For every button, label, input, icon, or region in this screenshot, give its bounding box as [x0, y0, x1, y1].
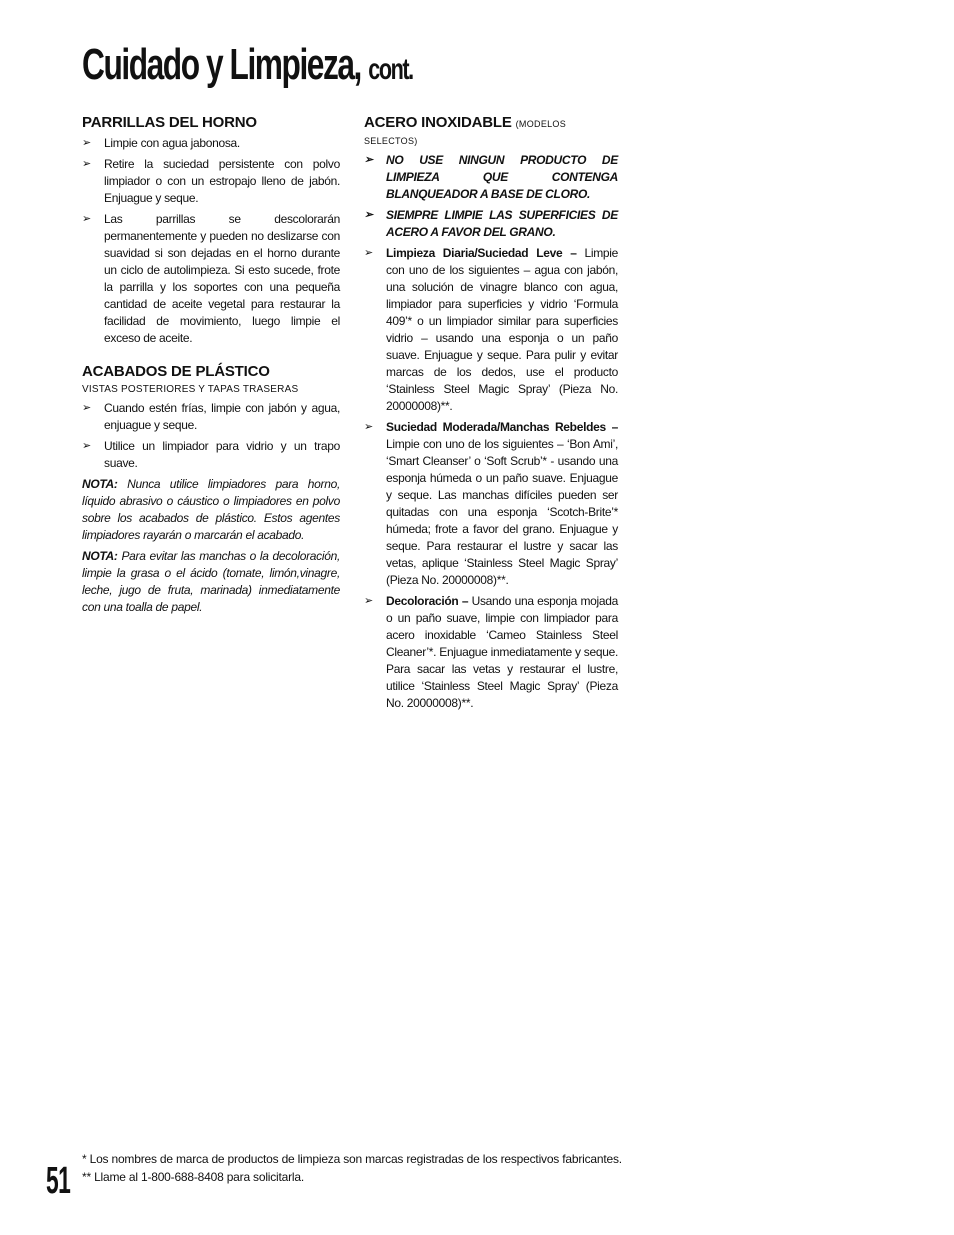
footnotes [82, 1150, 622, 1186]
note-2: NOTA: Para evitar las manchas o la decoloración, limpie la grasa o el ácido (tomate, limón,vinagre, leche, jugo de fruta, marinada) inmediatamente con una toalla de papel. [82, 549, 340, 614]
right-column [364, 114, 618, 716]
list-item: ➢ Limpieza Diaria/Suciedad Leve – Limpie con uno de los siguientes – agua con jabón, una solución de vinagre blanco con agua, limpiador para superficies y vidrio ‘Formula 409’* o un limpiador similar para superficies vidrio – usando una esponja o un paño suave. Enjuague y seque. Para pulir y evitar marcas de los dedos, use el producto ‘Stainless Steel Magic Spray’ (Pieza No. 20000008)**. [364, 246, 619, 413]
arrow-bullet-icon: ➢ [82, 158, 91, 170]
list-item: ➢ Utilice un limpiador para vidrio y un trapo suave. [82, 439, 340, 470]
arrow-bullet-icon: ➢ [82, 213, 91, 225]
list-acero [364, 152, 618, 712]
list-parrillas [82, 135, 340, 347]
list-item: ➢ Suciedad Moderada/Manchas Rebeldes – Limpie con uno de los siguientes – ‘Bon Ami’, ‘Smart Cleanser’ o ‘Soft Scrub’* - usando una esponja húmeda o un paño suave. Enjuague y seque. Las manchas difíciles pueden ser quitadas con una esponja ‘Scotch-Brite’* húmeda; frote a favor del grano. Enjuague y seque. Para restaurar el lustre y sacar las vetas, aplique ‘Stainless Steel Magic Spray’ (Pieza No. 20000008)**. [364, 420, 618, 587]
footnote-1: * Los nombres de marca de productos de limpieza son marcas registradas de los respectivos fabricantes. [82, 1152, 622, 1166]
heading-acero: ACERO INOXIDABLE (MODELOS SELECTOS) [364, 114, 567, 146]
arrow-bullet-icon: ➢ [364, 421, 373, 433]
page-title-main: Cuidado y Limpieza, [82, 40, 361, 89]
page-title-cont: cont. [368, 53, 413, 86]
left-column [82, 114, 340, 632]
arrow-bullet-icon: ➢ [82, 402, 91, 414]
heading-parrillas: PARRILLAS DEL HORNO [82, 114, 257, 131]
arrow-bullet-icon: ➢ [364, 247, 373, 259]
heading-plastico: ACABADOS DE PLÁSTICO [82, 363, 270, 380]
page-title [82, 40, 413, 90]
subheading-plastico: VISTAS POSTERIORES Y TAPAS TRASERAS [82, 384, 299, 395]
page-number: 51 [46, 1160, 71, 1202]
list-item: ➢ Las parrillas se descolorarán permanentemente y pueden no deslizarse con suavidad si son dejadas en el horno durante un ciclo de autolimpieza. Si esto sucede, frote la parrilla y los soportes con una pequeña cantidad de aceite vegetal para restaurar la facilidad de movimiento, luego limpie el exceso de aceite. [82, 212, 340, 345]
list-item: ➢ Decoloración – Usando una esponja mojada o un paño suave, limpie con limpiador para acero inoxidable ‘Cameo Stainless Steel Cleaner’*. Enjuague inmediatamente y seque. Para sacar las vetas y restaurar el lustre, utilice ‘Stainless Steel Magic Spray’ (Pieza No. 20000008)**. [364, 594, 619, 710]
arrow-bullet-icon: ➢ [82, 137, 91, 149]
footnote-2: ** Llame al 1-800-688-8408 para solicitarla. [82, 1170, 305, 1184]
list-item: ➢ Limpie con agua jabonosa. [82, 136, 240, 150]
arrow-bullet-icon: ➢ [364, 209, 373, 221]
arrow-bullet-icon: ➢ [82, 440, 91, 452]
warning-item: ➢ NO USE NINGUN PRODUCTO DE LIMPIEZA QUE CONTENGA BLANQUEADOR A BASE DE CLORO. [364, 153, 618, 201]
note-1: NOTA: Nunca utilice limpiadores para horno, líquido abrasivo o cáustico o limpiadores en polvo sobre los acabados de plástico. Estos agentes limpiadores rayarán o marcarán el acabado. [82, 477, 340, 542]
arrow-bullet-icon: ➢ [364, 154, 373, 166]
section-plastico [82, 363, 340, 616]
list-plastico [82, 400, 340, 472]
section-parrillas [82, 114, 340, 347]
list-item: ➢ Cuando estén frías, limpie con jabón y agua, enjuague y seque. [82, 401, 340, 432]
list-item: ➢ Retire la suciedad persistente con polvo limpiador o con un estropajo lleno de jabón. Enjuague y seque. [82, 157, 340, 205]
warning-item: ➢ SIEMPRE LIMPIE LAS SUPERFICIES DE ACERO A FAVOR DEL GRANO. [364, 208, 618, 239]
heading-acero-models: (MODELOS SELECTOS) [364, 119, 567, 146]
arrow-bullet-icon: ➢ [364, 595, 373, 607]
